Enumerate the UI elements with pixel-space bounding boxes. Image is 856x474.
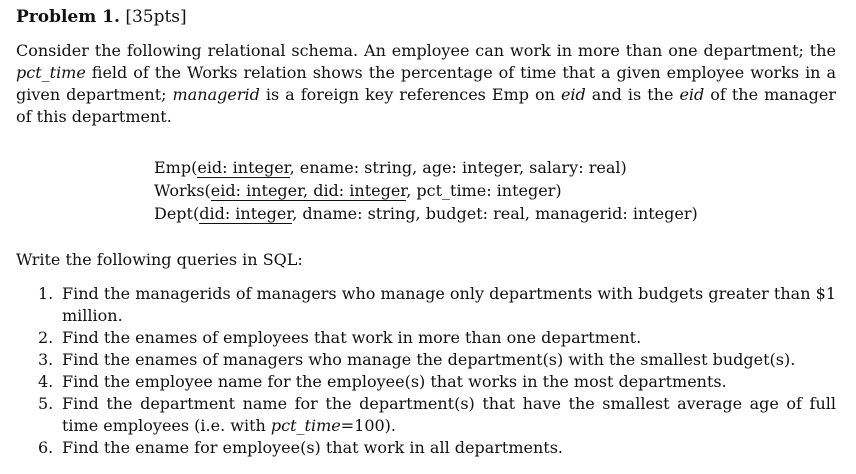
query-item [16,327,836,349]
query-item [16,393,836,437]
query-item [16,283,836,327]
intro-text-3: is a foreign key references Emp on [259,85,561,104]
query-text-italic: pct_time [270,416,341,435]
schema-block [154,156,836,225]
schema-emp [154,156,836,179]
intro-text-5: of the manager of this department. [16,85,836,126]
intro-paragraph [16,40,836,128]
dept-attributes: , dname: string, budget: real, managerid: integer) [292,204,698,223]
intro-text-4: and is the [585,85,680,104]
intro-eid-2: eid [679,85,705,104]
schema-works [154,179,836,202]
query-list [16,283,836,459]
query-number: 4. [38,372,54,391]
query-number: 2. [38,328,54,347]
query-number: 3. [38,350,54,369]
emp-name: Emp( [154,158,198,177]
query-item [16,371,836,393]
intro-eid-1: eid [560,85,586,104]
dept-primary-key: did: integer [199,204,293,223]
emp-attributes: , ename: string, age: integer, salary: real) [289,158,627,177]
intro-managerid: managerid [172,85,260,104]
problem-label: Problem 1. [16,7,120,27]
intro-text-1: Consider the following relational schema. An employee can work in more than one department; the [16,41,836,60]
works-primary-key: eid: integer, did: integer [210,181,407,200]
dept-name: Dept( [154,204,200,223]
query-item [16,437,836,459]
query-number: 5. [38,394,54,413]
works-attributes: , pct_time: integer) [406,181,562,200]
instruction-text: Write the following queries in SQL: [16,250,303,269]
query-text: Find the department name for the department(s) that have the smallest average age of full time employees (i.e. with [62,394,836,435]
works-name: Works( [154,181,211,200]
query-text: Find the employee name for the employee(s) that works in the most departments. [62,372,727,391]
query-text-end: =100). [340,416,397,435]
problem-heading [16,6,836,28]
query-number: 1. [38,284,54,303]
problem-points: [35pts] [125,7,187,27]
query-text: Find the enames of employees that work in more than one department. [62,328,642,347]
query-number: 6. [38,438,54,457]
schema-dept [154,202,836,225]
query-text: Find the managerids of managers who manage only departments with budgets greater than $1 million. [62,284,836,325]
intro-text-2: field of the Works relation shows the percentage of time that a given employee works in a given department; [16,63,836,104]
query-item [16,349,836,371]
intro-field-name: pct_time [16,63,86,82]
emp-primary-key: eid: integer [197,158,290,177]
query-text: Find the ename for employee(s) that work in all departments. [62,438,564,457]
query-text: Find the enames of managers who manage the department(s) with the smallest budget(s). [62,350,796,369]
